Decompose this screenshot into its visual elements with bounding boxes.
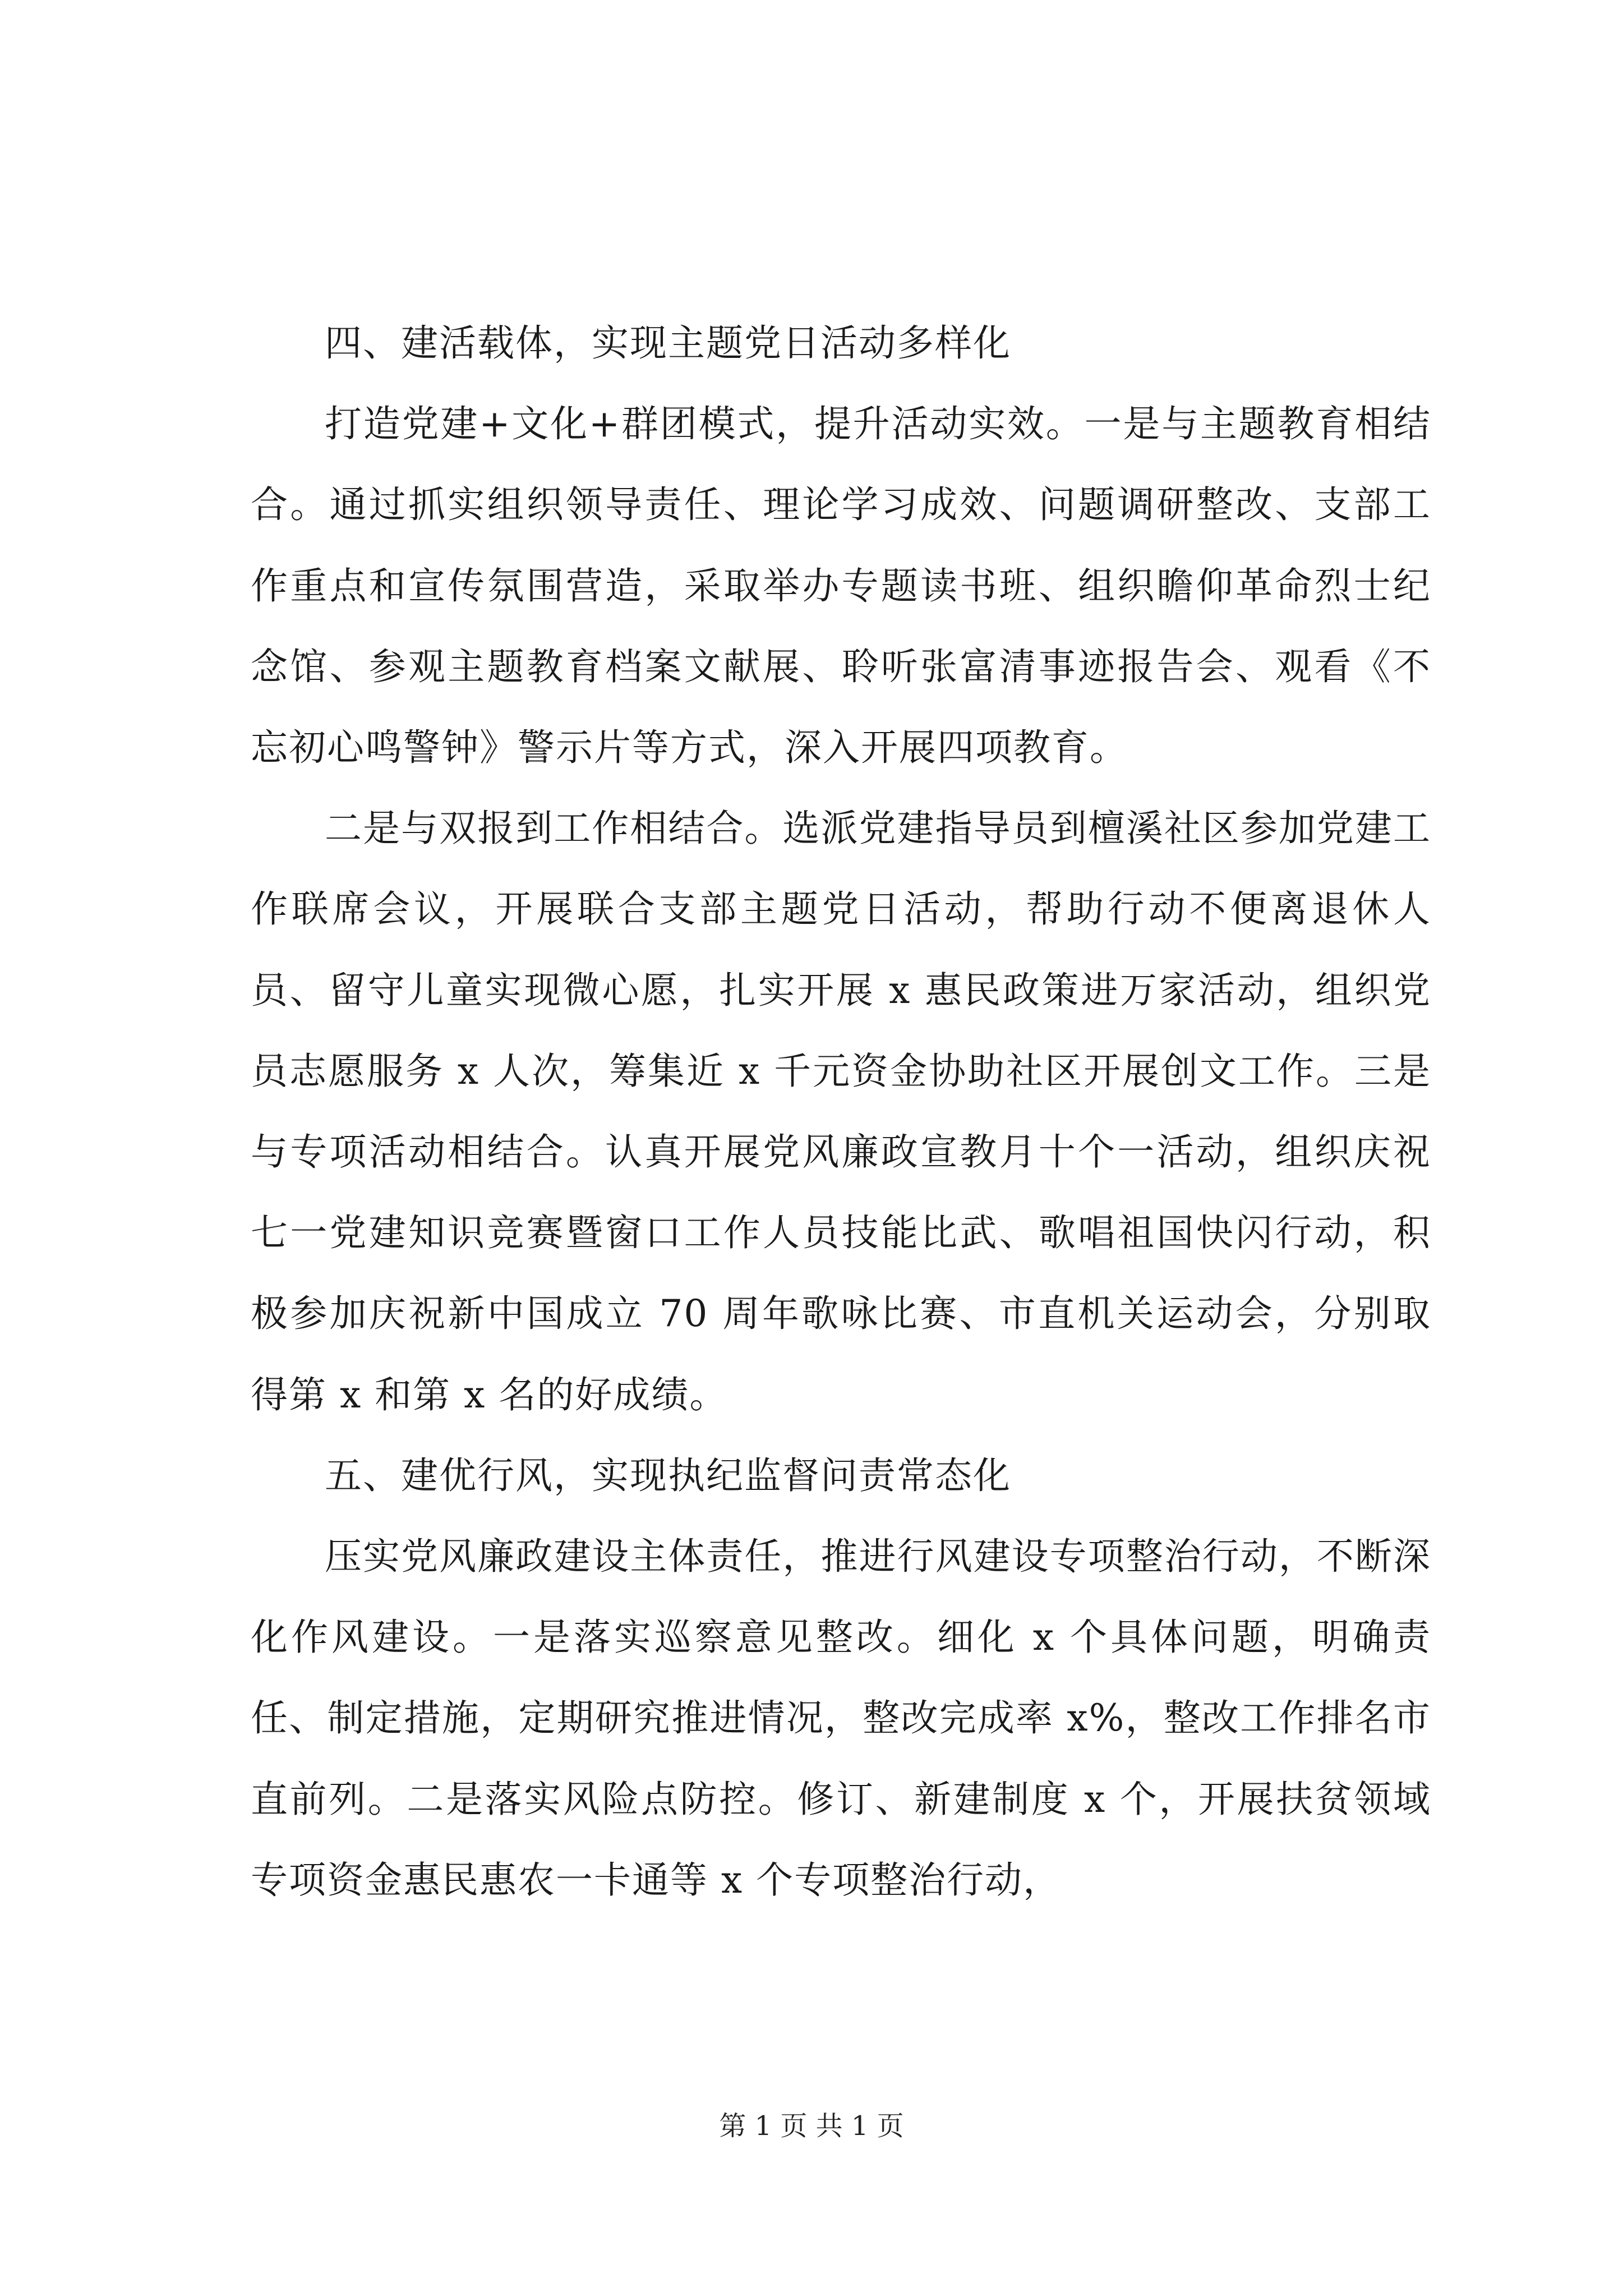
paragraph: 二是与双报到工作相结合。选派党建指导员到檀溪社区参加党建工作联席会议，开展联合支部主题党日活动，帮助行动不便离退休人员、留守儿童实现微心愿，扎实开展 x 惠民政策进万家活动，组织党员志愿服务 x 人次，筹集近 x 千元资金协助社区开展创文工作。三是与专项活动相结合。认真开展党风廉政宣教月十个一活动，组织庆祝七一党建知识竞赛暨窗口工作人员技能比武、歌唱祖国快闪行动，积极参加庆祝新中国成立 70 周年歌咏比赛、市直机关运动会，分别取得第 x 和第 x 名的好成绩。 <box>251 807 1431 1416</box>
paragraph: 压实党风廉政建设主体责任，推进行风建设专项整治行动，不断深化作风建设。一是落实巡察意见整改。细化 x 个具体问题，明确责任、制定措施，定期研究推进情况，整改完成率 x%，整改工作排名市直前列。二是落实风险点防控。修订、新建制度 x 个，开展扶贫领域专项资金惠民惠农一卡通等 x 个专项整治行动， <box>251 1535 1431 1902</box>
paragraph: 打造党建+文化+群团模式，提升活动实效。一是与主题教育相结合。通过抓实组织领导责任、理论学习成效、问题调研整改、支部工作重点和宣传氛围营造，采取举办专题读书班、组织瞻仰革命烈士纪念馆、参观主题教育档案文献展、聆听张富清事迹报告会、观看《不忘初心鸣警钟》警示片等方式，深入开展四项教育。 <box>251 402 1431 770</box>
document-body <box>251 303 1431 1921</box>
section-heading-4: 四、建活载体，实现主题党日活动多样化 <box>325 321 1011 365</box>
page-footer: 第 1 页 共 1 页 <box>719 2110 904 2142</box>
section-heading-5: 五、建优行风，实现执纪监督问责常态化 <box>325 1453 1011 1497</box>
